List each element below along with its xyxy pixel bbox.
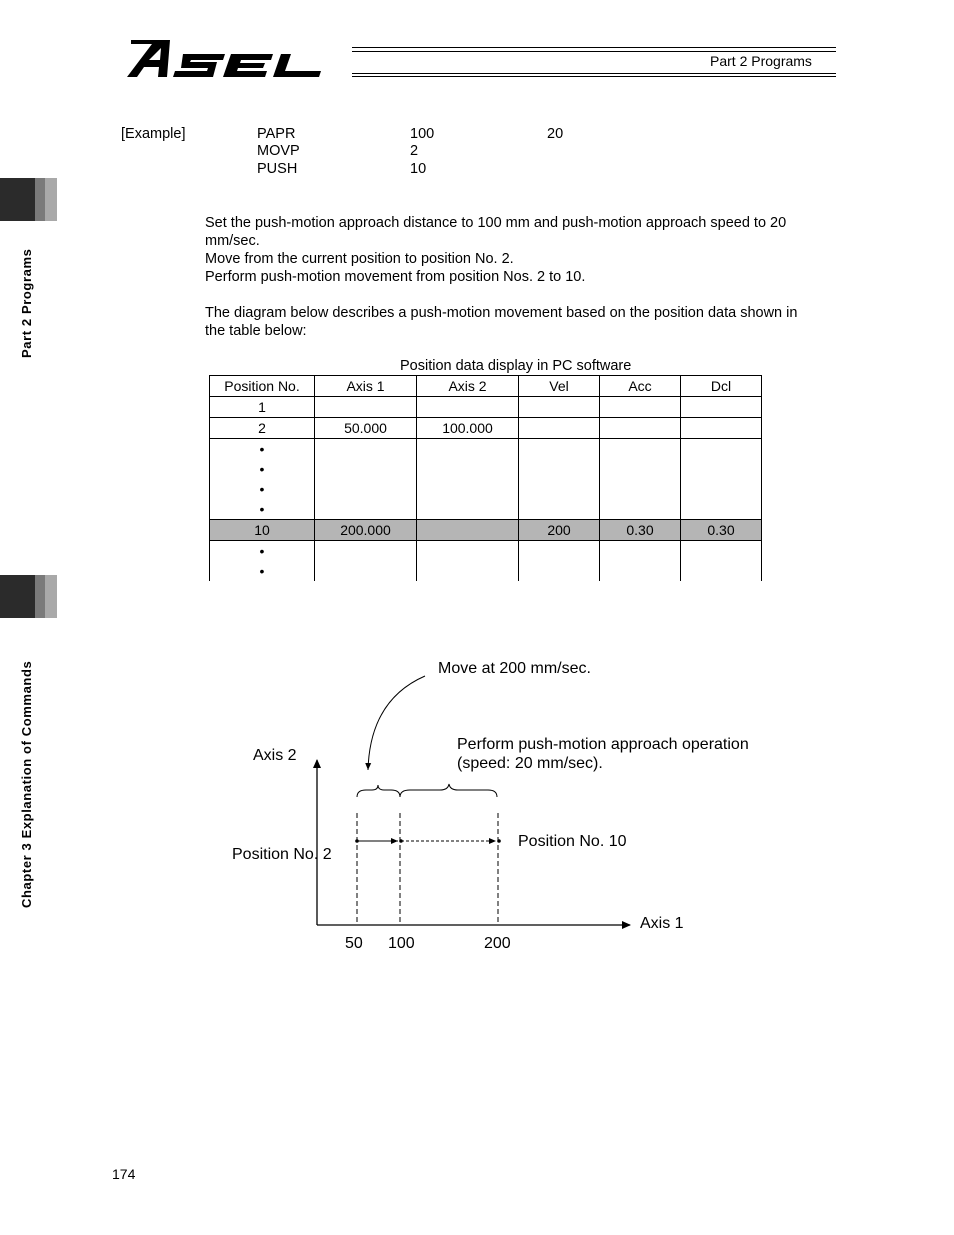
table-cell: 200 <box>519 520 600 541</box>
axis1-label: Axis 1 <box>640 915 684 932</box>
example-operand-1: 2 <box>410 143 419 159</box>
example-command: MOVP <box>257 143 300 159</box>
push-speed-label: (speed: 20 mm/sec). <box>457 755 603 772</box>
bullet: • <box>259 543 265 559</box>
example-operand-1: 100 <box>410 126 435 142</box>
tick-label: 200 <box>484 935 511 952</box>
example-operand-2: 20 <box>547 126 564 142</box>
bullet: • <box>259 441 265 457</box>
table-cell: 100.000 <box>417 418 519 439</box>
explanation-line: The diagram below describes a push-motion movement based on the position data shown in <box>205 305 798 321</box>
table-cell: 2 <box>210 418 315 439</box>
bullet: • <box>259 563 265 579</box>
table-cell: 50.000 <box>315 418 417 439</box>
table-cell: 200.000 <box>315 520 417 541</box>
explanation-line: Move from the current position to position No. 2. <box>205 251 514 267</box>
column-header: Position No. <box>210 376 315 397</box>
column-header: Axis 2 <box>417 376 519 397</box>
table-cell: 0.30 <box>681 520 762 541</box>
bullet: • <box>259 501 265 517</box>
explanation-line: the table below: <box>205 323 307 339</box>
tick-label: 100 <box>388 935 415 952</box>
example-command: PUSH <box>257 161 298 177</box>
example-operand-1: 10 <box>410 161 427 177</box>
explanation-line: mm/sec. <box>205 233 260 249</box>
table-cell: 10 <box>210 520 315 541</box>
column-header: Acc <box>600 376 681 397</box>
position-2-label: Position No. 2 <box>232 846 332 863</box>
pointer-arrow <box>368 676 425 770</box>
section-title: Part 2 Programs <box>710 53 812 69</box>
example-command: PAPR <box>257 126 296 142</box>
move-speed-label: Move at 200 mm/sec. <box>438 660 591 677</box>
column-header: Dcl <box>681 376 762 397</box>
side-tab-part-label: Part 2 Programs <box>19 248 34 358</box>
tick-label: 50 <box>345 935 363 952</box>
page-number: 174 <box>112 1166 136 1182</box>
axis2-label: Axis 2 <box>253 747 297 764</box>
bullet: • <box>259 481 265 497</box>
example-label: [Example] <box>121 126 186 142</box>
explanation-line: Set the push-motion approach distance to 100 mm and push-motion approach speed to 20 <box>205 215 787 231</box>
move-brace <box>357 785 400 797</box>
bullet: • <box>259 461 265 477</box>
column-header: Vel <box>519 376 600 397</box>
table-caption: Position data display in PC software <box>400 358 632 374</box>
column-header: Axis 1 <box>315 376 417 397</box>
position-10-label: Position No. 10 <box>518 833 627 850</box>
position-10-point <box>497 839 501 843</box>
table-cell: 1 <box>210 397 315 418</box>
push-brace <box>400 784 497 797</box>
explanation-line: Perform push-motion movement from position Nos. 2 to 10. <box>205 269 586 285</box>
side-tab-chapter-label: Chapter 3 Explanation of Commands <box>19 660 34 908</box>
table-cell: 0.30 <box>600 520 681 541</box>
push-approach-label: Perform push-motion approach operation <box>457 736 749 753</box>
